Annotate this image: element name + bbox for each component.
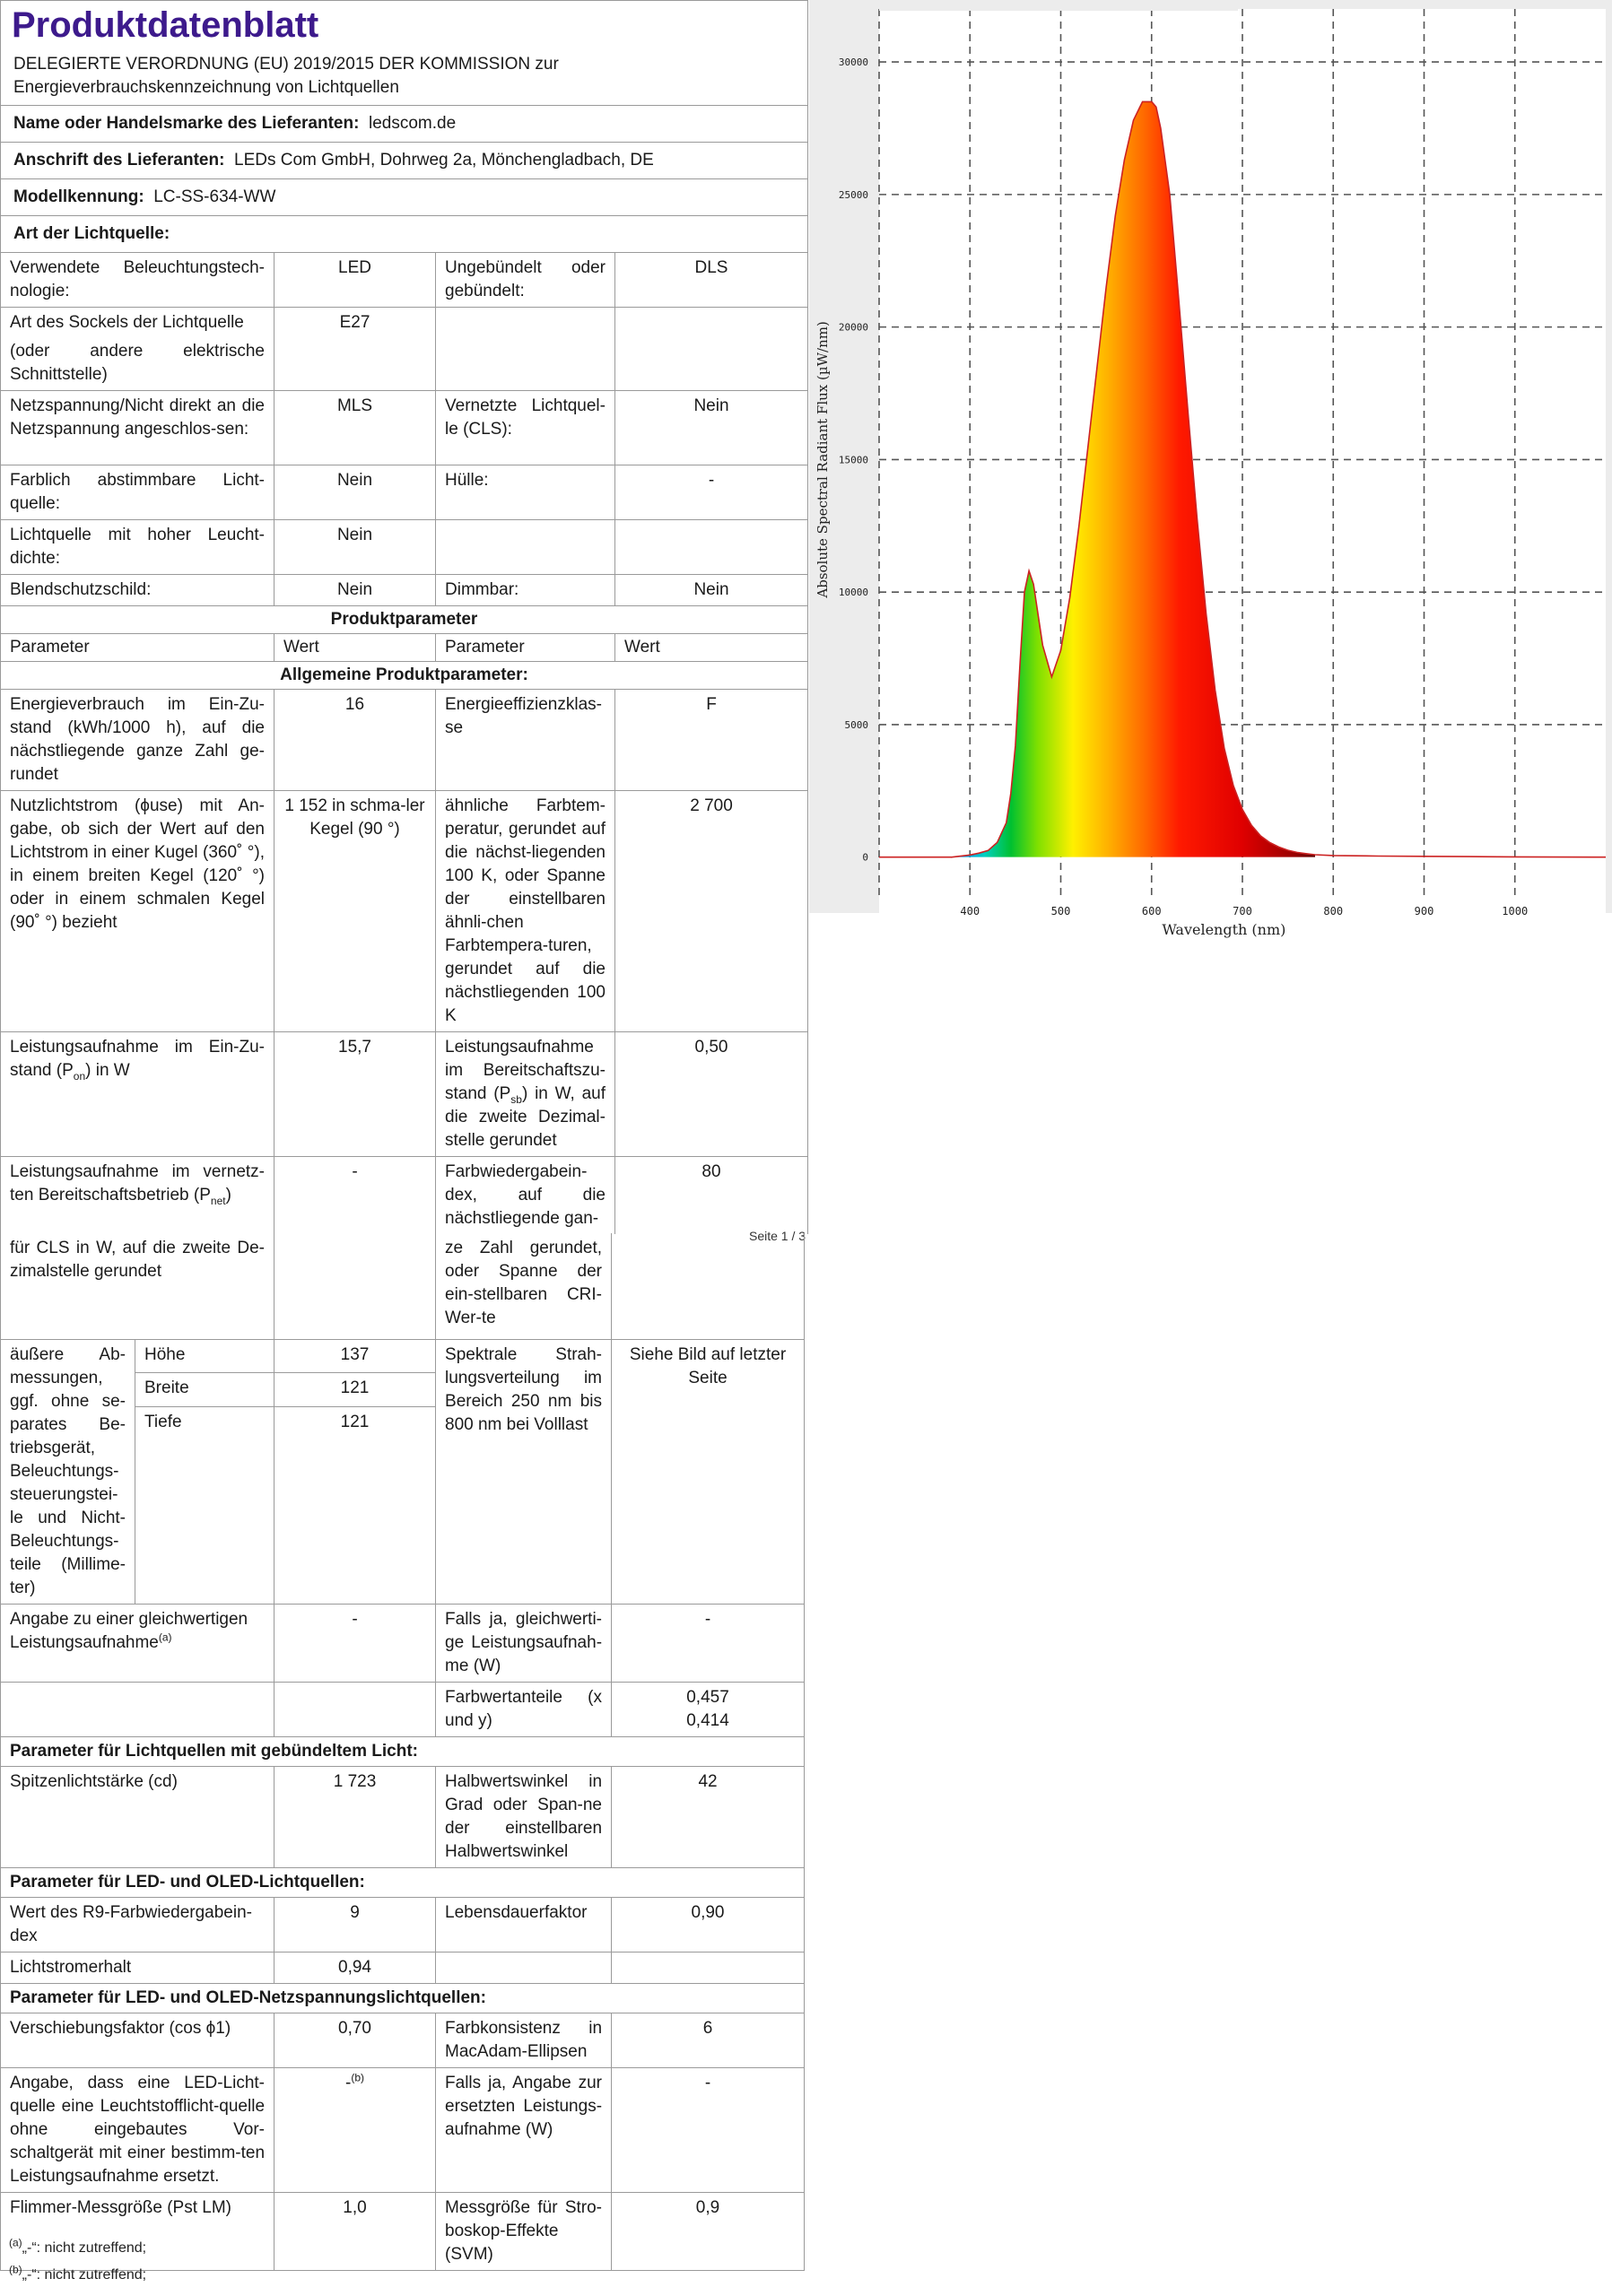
- peak-label: Spitzenlichtstärke (cd): [1, 1766, 274, 1867]
- supplier-address-label: Anschrift des Lieferanten:: [13, 151, 225, 170]
- general-heading: Allgemeine Produktparameter:: [1, 662, 808, 690]
- x-tick-label: 900: [1414, 905, 1434, 918]
- peak-value: 1 723: [274, 1766, 436, 1867]
- socket-label: Art des Sockels der Lichtquelle: [10, 313, 244, 332]
- replace-label: Angabe, dass eine LED-Licht-quelle eine Leuchtstofflicht-quelle ohne eingebautes Vor-schaltgerät mit einer bestimm-ten Leistungsaufnahme ersetzt.: [1, 2067, 274, 2192]
- svm-value: 0,9: [612, 2192, 805, 2270]
- model-label: Modellkennung:: [13, 187, 144, 206]
- footnote-b-text: „-“: nicht zutreffend;: [22, 2267, 147, 2283]
- socket-value: E27: [274, 308, 436, 391]
- height-value: 137: [274, 1339, 436, 1373]
- width-label: Breite: [135, 1373, 274, 1407]
- flicker-value: 1,0: [274, 2192, 436, 2270]
- height-label: Höhe: [135, 1339, 274, 1373]
- datasheet-table-page1: [0, 0, 808, 1234]
- y-tick-label: 25000: [838, 188, 868, 201]
- spd-value: Siehe Bild auf letzter Seite: [612, 1339, 805, 1604]
- chroma-y: 0,414: [686, 1710, 729, 1730]
- tunable-value: Nein: [274, 465, 436, 520]
- cri-value: 80: [615, 1157, 808, 1235]
- cri-label: Farbwiedergabein-dex, auf die nächstliegende gan-: [436, 1157, 615, 1235]
- chroma-label: Farbwertanteile (x und y): [436, 1682, 612, 1736]
- page-number: Seite 1 / 3: [749, 1229, 806, 1243]
- y-tick-label: 10000: [838, 587, 868, 599]
- footnote-a-mark: (a): [9, 2236, 22, 2249]
- footnote-a-text: „-“: nicht zutreffend;: [22, 2240, 147, 2256]
- highlum-value: Nein: [274, 520, 436, 575]
- x-axis-label: Wavelength (nm): [1162, 921, 1286, 938]
- regulation-text: DELEGIERTE VERORDNUNG (EU) 2019/2015 DER KOMMISSION zur Energieverbrauchskennzeichnung von Lichtquellen: [13, 55, 559, 97]
- chroma-x: 0,457: [686, 1687, 729, 1707]
- depth-label: Tiefe: [135, 1406, 274, 1604]
- dims-label: äußere Ab-messungen, ggf. ohne se-parates Be-triebsgerät, Beleuchtungs-steuerungstei-le und Nicht-Beleuchtungs-teile (Millime-ter): [1, 1339, 135, 1604]
- col-value-1: Wert: [274, 634, 436, 662]
- pnet-label-continued: für CLS in W, auf die zweite De-zimalstelle gerundet: [1, 1233, 274, 1339]
- y-tick-label: 20000: [838, 321, 868, 334]
- bundled-value: DLS: [615, 253, 808, 308]
- cosphi-label: Verschiebungsfaktor (cos ϕ1): [1, 2013, 274, 2067]
- pnet-sub: net: [210, 1194, 226, 1207]
- x-tick-label: 500: [1050, 905, 1071, 918]
- glare-label: Blendschutzschild:: [1, 575, 274, 606]
- cri-label-continued: ze Zahl gerundet, oder Spanne der ein-stellbaren CRI-Wer-te: [436, 1233, 612, 1339]
- pon-value: 15,7: [274, 1032, 436, 1157]
- col-value-2: Wert: [615, 634, 808, 662]
- mains-label: Netzspannung/Nicht direkt an die Netzspannung angeschlos-sen:: [1, 391, 274, 465]
- psb-value: 0,50: [615, 1032, 808, 1157]
- x-tick-label: 1000: [1502, 905, 1529, 918]
- flux-value: 1 152 in schma-ler Kegel (90 °): [274, 791, 436, 1032]
- replace-value: -: [345, 2073, 352, 2092]
- maint-value: 0,94: [274, 1952, 436, 1983]
- chart-toolbar-strip: [879, 0, 1238, 11]
- svm-label: Messgröße für Stro-boskop-Effekte (SVM): [436, 2192, 612, 2270]
- dls-heading: Parameter für Lichtquellen mit gebündeltem Licht:: [1, 1736, 805, 1766]
- eclass-label: Energieeffizienzklas-se: [436, 690, 615, 791]
- energy-value: 16: [274, 690, 436, 791]
- flicker-label: Flimmer-Messgröße (Pst LM): [1, 2192, 274, 2270]
- replace-sup: (b): [351, 2071, 365, 2084]
- x-tick-label: 700: [1233, 905, 1252, 918]
- life-value: 0,90: [612, 1897, 805, 1952]
- supplier-address: LEDs Com GmbH, Dohrweg 2a, Mönchengladbach, DE: [234, 151, 654, 170]
- cct-value: 2 700: [615, 791, 808, 1032]
- source-type-heading: Art der Lichtquelle:: [1, 216, 808, 253]
- params-heading: Produktparameter: [1, 606, 808, 634]
- footnote-b: [9, 2263, 147, 2283]
- r9-label: Wert des R9-Farbwiedergabein-dex: [1, 1897, 274, 1952]
- col-param-1: Parameter: [1, 634, 274, 662]
- pnet-label-end: ): [225, 1186, 231, 1205]
- cosphi-value: 0,70: [274, 2013, 436, 2067]
- dimmable-label: Dimmbar:: [436, 575, 615, 606]
- replace-w-label: Falls ja, Angabe zur ersetzten Leistungs-aufnahme (W): [436, 2067, 612, 2192]
- eclass-value: F: [615, 690, 808, 791]
- datasheet-table-page2: [0, 1233, 805, 2271]
- tunable-label: Farblich abstimmbare Licht-quelle:: [1, 465, 274, 520]
- energy-label: Energieverbrauch im Ein-Zu-stand (kWh/1000 h), auf die nächstliegende ganze Zahl ge-rundet: [1, 690, 274, 791]
- depth-value: 121: [274, 1406, 436, 1604]
- psb-label-end: ) in W, auf die zweite Dezimal-stelle gerundet: [445, 1084, 606, 1150]
- width-value: 121: [274, 1373, 436, 1407]
- equiv-w-label: Falls ja, gleichwerti-ge Leistungsaufnah-me (W): [436, 1604, 612, 1682]
- r9-value: 9: [274, 1897, 436, 1952]
- dimmable-value: Nein: [615, 575, 808, 606]
- supplier-name: ledscom.de: [368, 114, 457, 133]
- envelope-label: Hülle:: [436, 465, 615, 520]
- supplier-name-label: Name oder Handelsmarke des Lieferanten:: [13, 114, 360, 133]
- x-tick-label: 400: [960, 905, 980, 918]
- macadam-value: 6: [612, 2013, 805, 2067]
- footnote-a: [9, 2236, 147, 2257]
- y-tick-label: 15000: [838, 454, 868, 466]
- spectrum-chart: [809, 0, 1612, 938]
- spectrum-chart-svg: [809, 0, 1612, 938]
- x-tick-label: 600: [1141, 905, 1162, 918]
- mains-value: MLS: [274, 391, 436, 465]
- bundled-label: Ungebündelt oder gebündelt:: [436, 253, 615, 308]
- cls-label: Vernetzte Lichtquel-le (CLS):: [436, 391, 615, 465]
- highlum-label: Lichtquelle mit hoher Leucht-dichte:: [1, 520, 274, 575]
- y-tick-label: 5000: [844, 718, 868, 731]
- envelope-value: -: [615, 465, 808, 520]
- tech-label: Verwendete Beleuchtungstech-nologie:: [1, 253, 274, 308]
- psb-sub: sb: [510, 1092, 522, 1106]
- beam-label: Halbwertswinkel in Grad oder Span-ne der einstellbaren Halbwertswinkel: [436, 1766, 612, 1867]
- y-tick-label: 0: [862, 851, 868, 864]
- mains-heading: Parameter für LED- und OLED-Netzspannungslichtquellen:: [1, 1983, 805, 2013]
- footnote-b-mark: (b): [9, 2263, 22, 2276]
- beam-value: 42: [612, 1766, 805, 1867]
- equiv-value: -: [274, 1604, 436, 1682]
- maint-label: Lichtstromerhalt: [1, 1952, 274, 1983]
- pon-label: Leistungsaufnahme im Ein-Zu-stand (P: [10, 1038, 265, 1080]
- spd-label: Spektrale Strah-lungsverteilung im Bereich 250 nm bis 800 nm bei Volllast: [436, 1339, 612, 1604]
- tech-value: LED: [274, 253, 436, 308]
- pnet-label: Leistungsaufnahme im vernetz-ten Bereitschaftsbetrieb (P: [10, 1162, 265, 1205]
- x-tick-label: 800: [1323, 905, 1344, 918]
- replace-w-value: -: [612, 2067, 805, 2192]
- y-tick-label: 30000: [838, 57, 868, 69]
- life-label: Lebensdauerfaktor: [436, 1897, 612, 1952]
- macadam-label: Farbkonsistenz in MacAdam-Ellipsen: [436, 2013, 612, 2067]
- flux-label: Nutzlichtstrom (ϕuse) mit An-gabe, ob sich der Wert auf den Lichtstrom in einer Kugel (360˚ °), in einem breiten Kegel (120˚ °) oder in einem schmalen Kegel (90˚ °) bezieht: [1, 791, 274, 1032]
- pnet-value: -: [274, 1157, 436, 1235]
- equiv-w-value: -: [612, 1604, 805, 1682]
- model-id: LC-SS-634-WW: [153, 187, 276, 206]
- pon-label-end: ) in W: [85, 1061, 130, 1080]
- psb-label: Leistungsaufnahme im Bereitschaftszu-stand (P: [445, 1038, 606, 1103]
- cct-label: ähnliche Farbtem-peratur, gerundet auf die nächst-liegenden 100 K, oder Spanne der einstellbaren ähnli-chen Farbtempera-turen, gerundet auf die nächstliegenden 100 K: [436, 791, 615, 1032]
- col-param-2: Parameter: [436, 634, 615, 662]
- pon-sub: on: [73, 1069, 86, 1083]
- socket-label-2: (oder andere elektrische Schnittstelle): [10, 342, 265, 384]
- y-axis-label: Absolute Spectral Radiant Flux (µW/nm): [815, 321, 831, 598]
- led-heading: Parameter für LED- und OLED-Lichtquellen:: [1, 1867, 805, 1897]
- cls-value: Nein: [615, 391, 808, 465]
- equiv-sup: (a): [158, 1631, 172, 1644]
- page-title: Produktdatenblatt: [12, 5, 319, 45]
- glare-value: Nein: [274, 575, 436, 606]
- equiv-label: Angabe zu einer gleichwertigen Leistungsaufnahme: [10, 1609, 248, 1652]
